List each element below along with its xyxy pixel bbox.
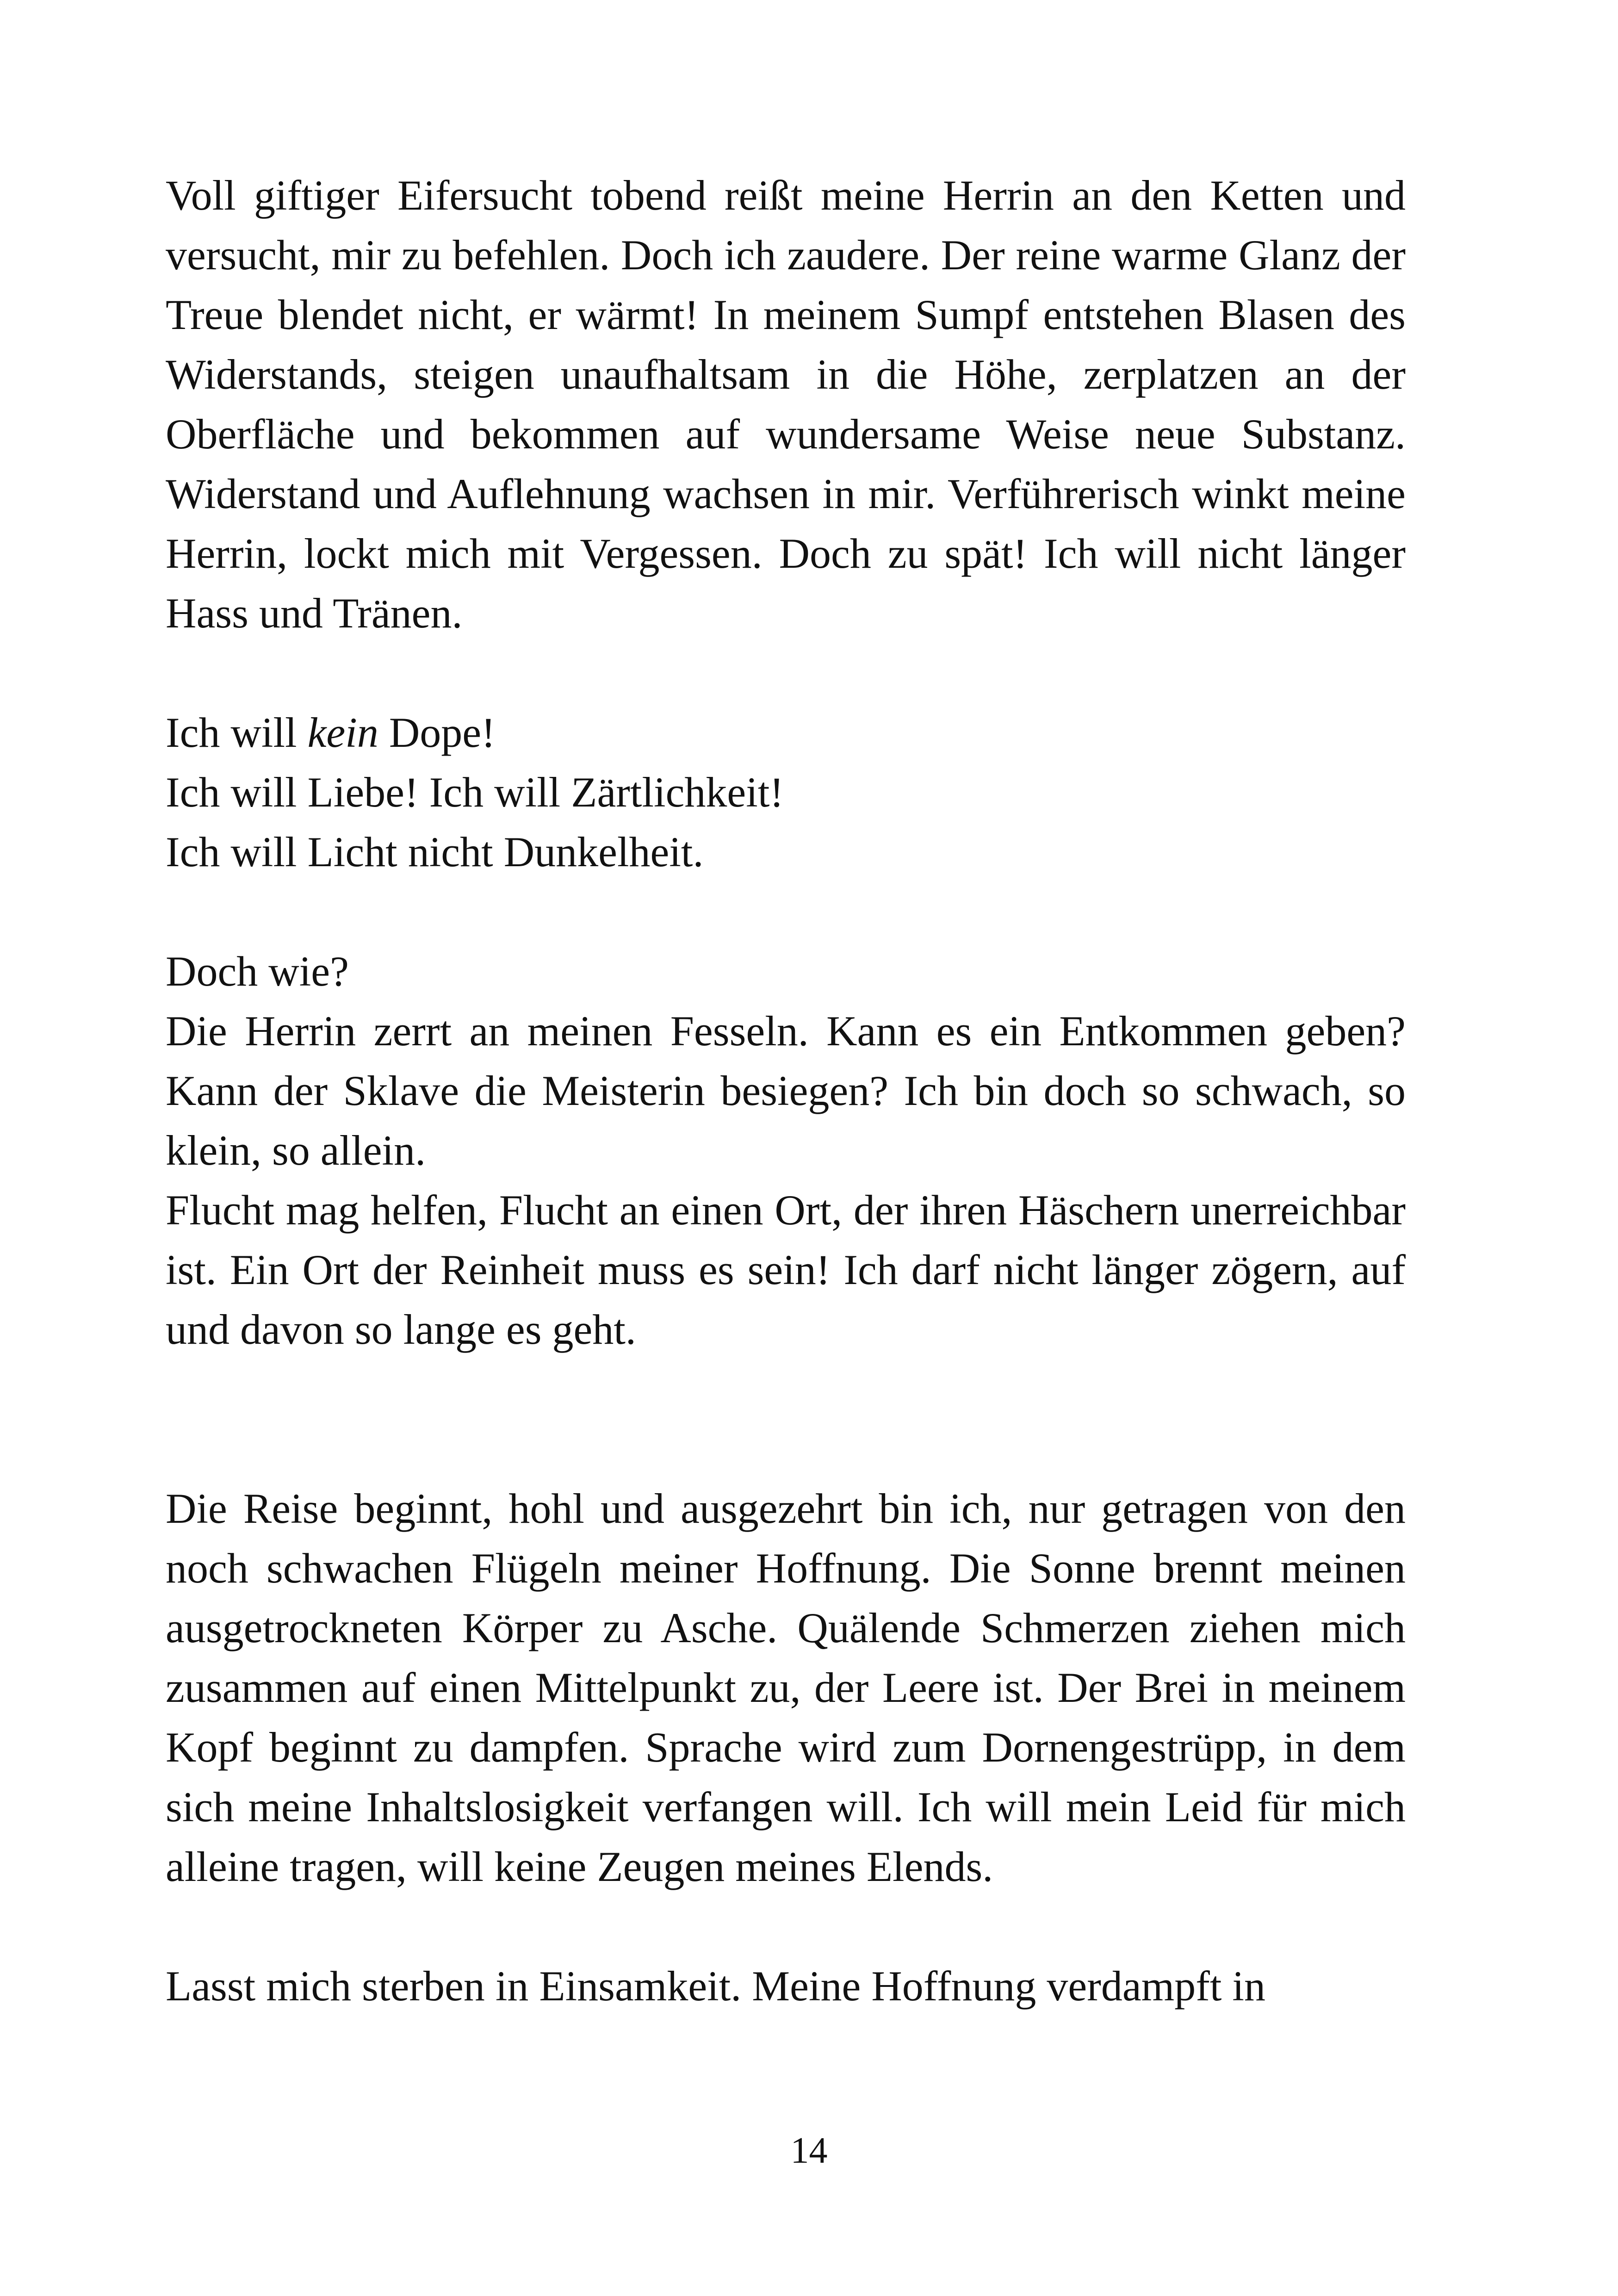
verse-line-2: Ich will Liebe! Ich will Zärtlichkeit! [166,769,784,816]
question-line: Doch wie? [166,948,349,995]
paragraph-escape: Flucht mag helfen, Flucht an einen Ort, der ihren Häschern unerreichbar ist. Ein Ort der Reinheit muss es sein! Ich darf nicht länger zögern, auf und davon so lange es geht. [166,1186,1406,1353]
paragraph-journey: Die Reise beginnt, hohl und ausgezehrt bin ich, nur getragen von den noch schwachen Flügeln meiner Hoffnung. Die Sonne brennt meinen ausgetrockneten Körper zu Asche. Quälende Schmerzen ziehen mich zusammen auf einen Mittelpunkt zu, der Leere ist. Der Brei in meinem Kopf beginnt zu dampfen. Sprache wird zum Dornengestrüpp, in dem sich meine Inhaltslosigkeit verfangen will. Ich will mein Leid für mich alleine tragen, will keine Zeugen meines Elends. [166,1485,1406,1890]
verse-line-3: Ich will Licht nicht Dunkelheit. [166,828,704,875]
verse-line-1-emphasis: kein [307,709,378,756]
verse-line-1-start: Ich will [166,709,308,756]
paragraph-fetters: Die Herrin zerrt an meinen Fesseln. Kann es ein Entkommen geben? Kann der Sklave die Meisterin besiegen? Ich bin doch so schwach, so klein, so allein. [166,1007,1406,1174]
verse-block [166,703,1406,882]
paragraph-solitude: Lasst mich sterben in Einsamkeit. Meine Hoffnung verdampft in [166,1962,1265,2010]
paragraph-spacer [166,643,1406,703]
paragraph-spacer [166,1897,1406,1956]
page-number: 14 [790,2130,828,2171]
paragraph-jealousy: Voll giftiger Eifersucht tobend reißt meine Herrin an den Ketten und versucht, mir zu befehlen. Doch ich zaudere. Der reine warme Glanz der Treue blendet nicht, er wärmt! In meinem Sumpf entstehen Blasen des Widerstands, steigen unaufhaltsam in die Höhe, zerplatzen an der Oberfläche und bekommen auf wundersame Weise neue Substanz. Widerstand und Auflehnung wachsen in mir. Verführerisch winkt meine Herrin, lockt mich mit Vergessen. Doch zu spät! Ich will nicht länger Hass und Tränen. [166,172,1406,637]
page-body [166,166,1406,2016]
section-spacer [166,1359,1406,1479]
verse-line-1 [166,703,1406,763]
paragraph-spacer [166,882,1406,942]
verse-line-1-end: Dope! [378,709,496,756]
